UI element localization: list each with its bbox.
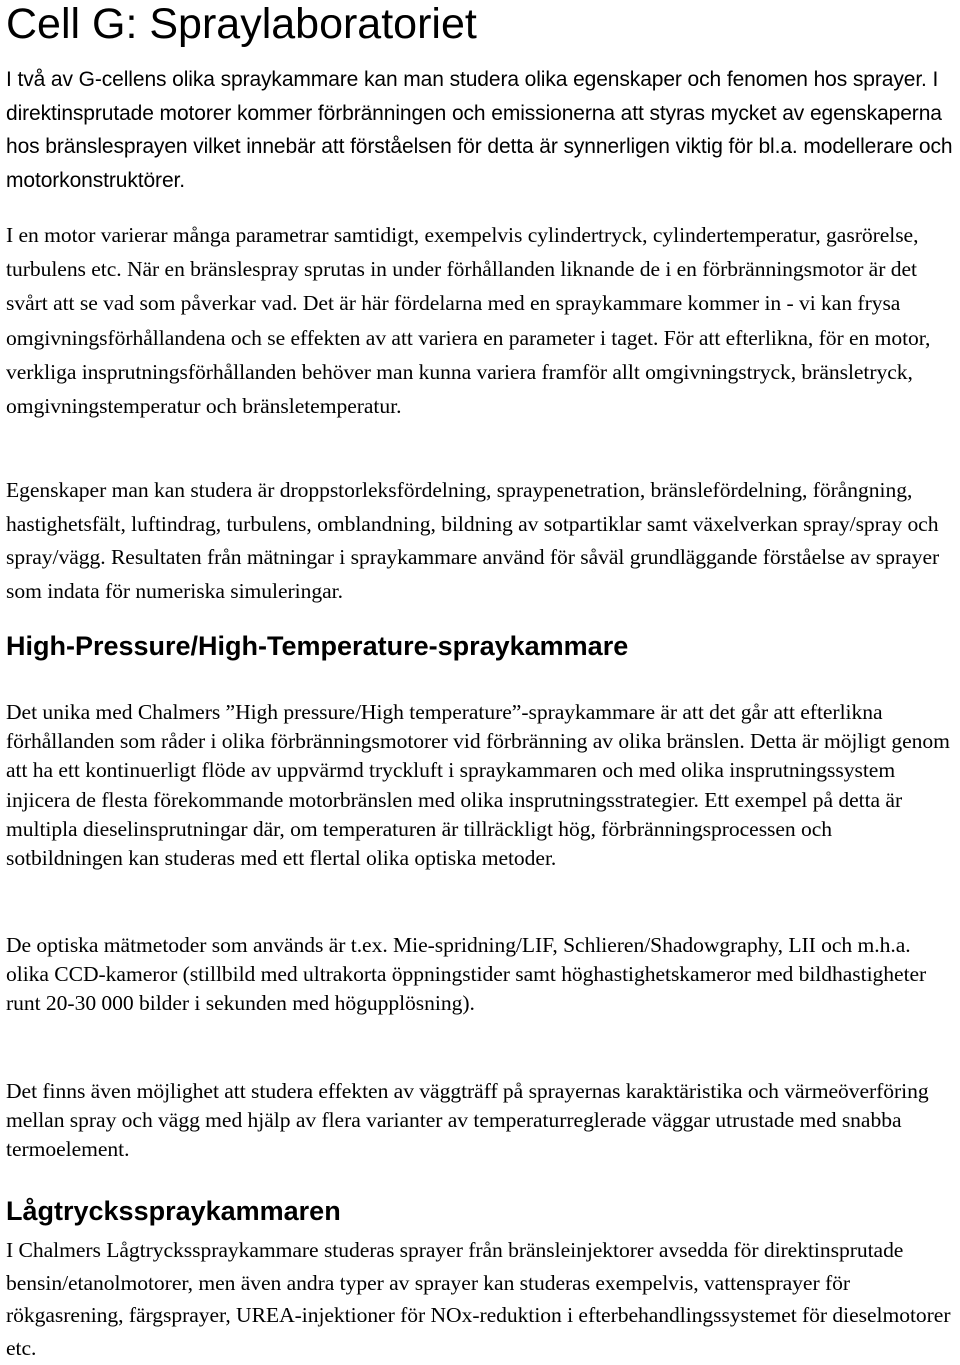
paragraph-low-pressure: I Chalmers Lågtrycksspraykammare studeras sprayer från bränsleinjektorer avsedda för direktinsprutade bensin/etanolmotorer, men även andra typer av sprayer kan studeras exempelvis, vattensprayer för rökgasrening, färgsprayer, UREA-injektioner för NOx-reduktion i efterbehandlingssystemet för dieselmotorer etc.: [6, 1238, 951, 1360]
section-heading-high-pressure: High-Pressure/High-Temperature-spraykammare: [6, 631, 629, 661]
section-heading-low-pressure: Lågtrycksspraykammaren: [6, 1196, 341, 1226]
paragraph-spray-properties: Egenskaper man kan studera är droppstorleksfördelning, spraypenetration, bränslefördelning, förångning, hastighetsfält, luftindrag, turbulens, omblandning, bildning av sotpartiklar samt växelverkan spray/spray och spray/vägg. Resultaten från mätningar i spraykammare använd för såväl grundläggande förståelse av sprayer som indata för numeriska simuleringar.: [6, 478, 940, 603]
paragraph-hp-optical-methods: De optiska mätmetoder som används är t.ex. Mie-spridning/LIF, Schlieren/Shadowgraphy, LII och m.h.a. olika CCD-kameror (stillbild med ultrakorta öppningstider samt höghastighetskameror med bildhastigheter runt 20-30 000 bilder i sekunden med högupplösning).: [6, 933, 927, 1016]
paragraph-engine-parameters: I en motor varierar många parametrar samtidigt, exempelvis cylindertryck, cylindertemperatur, gasrörelse, turbulens etc. När en bränslespray sprutas in under förhållanden liknande de i en förbränningsmotor är det svårt att se vad som påverkar vad. Det är här fördelarna med en spraykammare kommer in - vi kan frysa omgivningsförhållandena och se effekten av att variera en parameter i taget. För att efterlikna, för en motor, verkliga insprutningsförhållanden behöver man kunna variera framför allt omgivningstryck, bränsletryck, omgivningstemperatur och bränsletemperatur.: [6, 223, 931, 419]
intro-paragraph: I två av G-cellens olika spraykammare kan man studera olika egenskaper och fenomen hos sprayer. I direktinsprutade motorer kommer förbränningen och emissionerna att styras mycket av egenskaperna hos bränslesprayen vilket innebär att förståelsen för detta är synnerligen viktig för bl.a. modellerare och motorkonstruktörer.: [6, 68, 953, 192]
paragraph-hp-unique: Det unika med Chalmers ”High pressure/High temperature”-spraykammare är att det går att efterlikna förhållanden som råder i olika förbränningsmotorer vid förbränning av olika bränslen. Detta är möjligt genom att ha ett kontinuerligt flöde av uppvärmd tryckluft i spraykammaren och med olika insprutningssystem injicera de flesta förekommande motorbränslen med olika insprutningsstrategier. Ett exempel på detta är multipla dieselinsprutningar där, om temperaturen är tillräckligt hög, förbränningsprocessen och sotbildningen kan studeras med ett flertal olika optiska metoder.: [6, 700, 950, 871]
document-page: [6, 0, 954, 1360]
paragraph-hp-wall-impact: Det finns även möjlighet att studera effekten av väggträff på sprayernas karaktäristika och värmeöverföring mellan spray och vägg med hjälp av flera varianter av temperaturreglerade väggar utrustade med snabba termoelement.: [6, 1079, 929, 1162]
page-title: Cell G: Spraylaboratoriet: [6, 0, 477, 48]
